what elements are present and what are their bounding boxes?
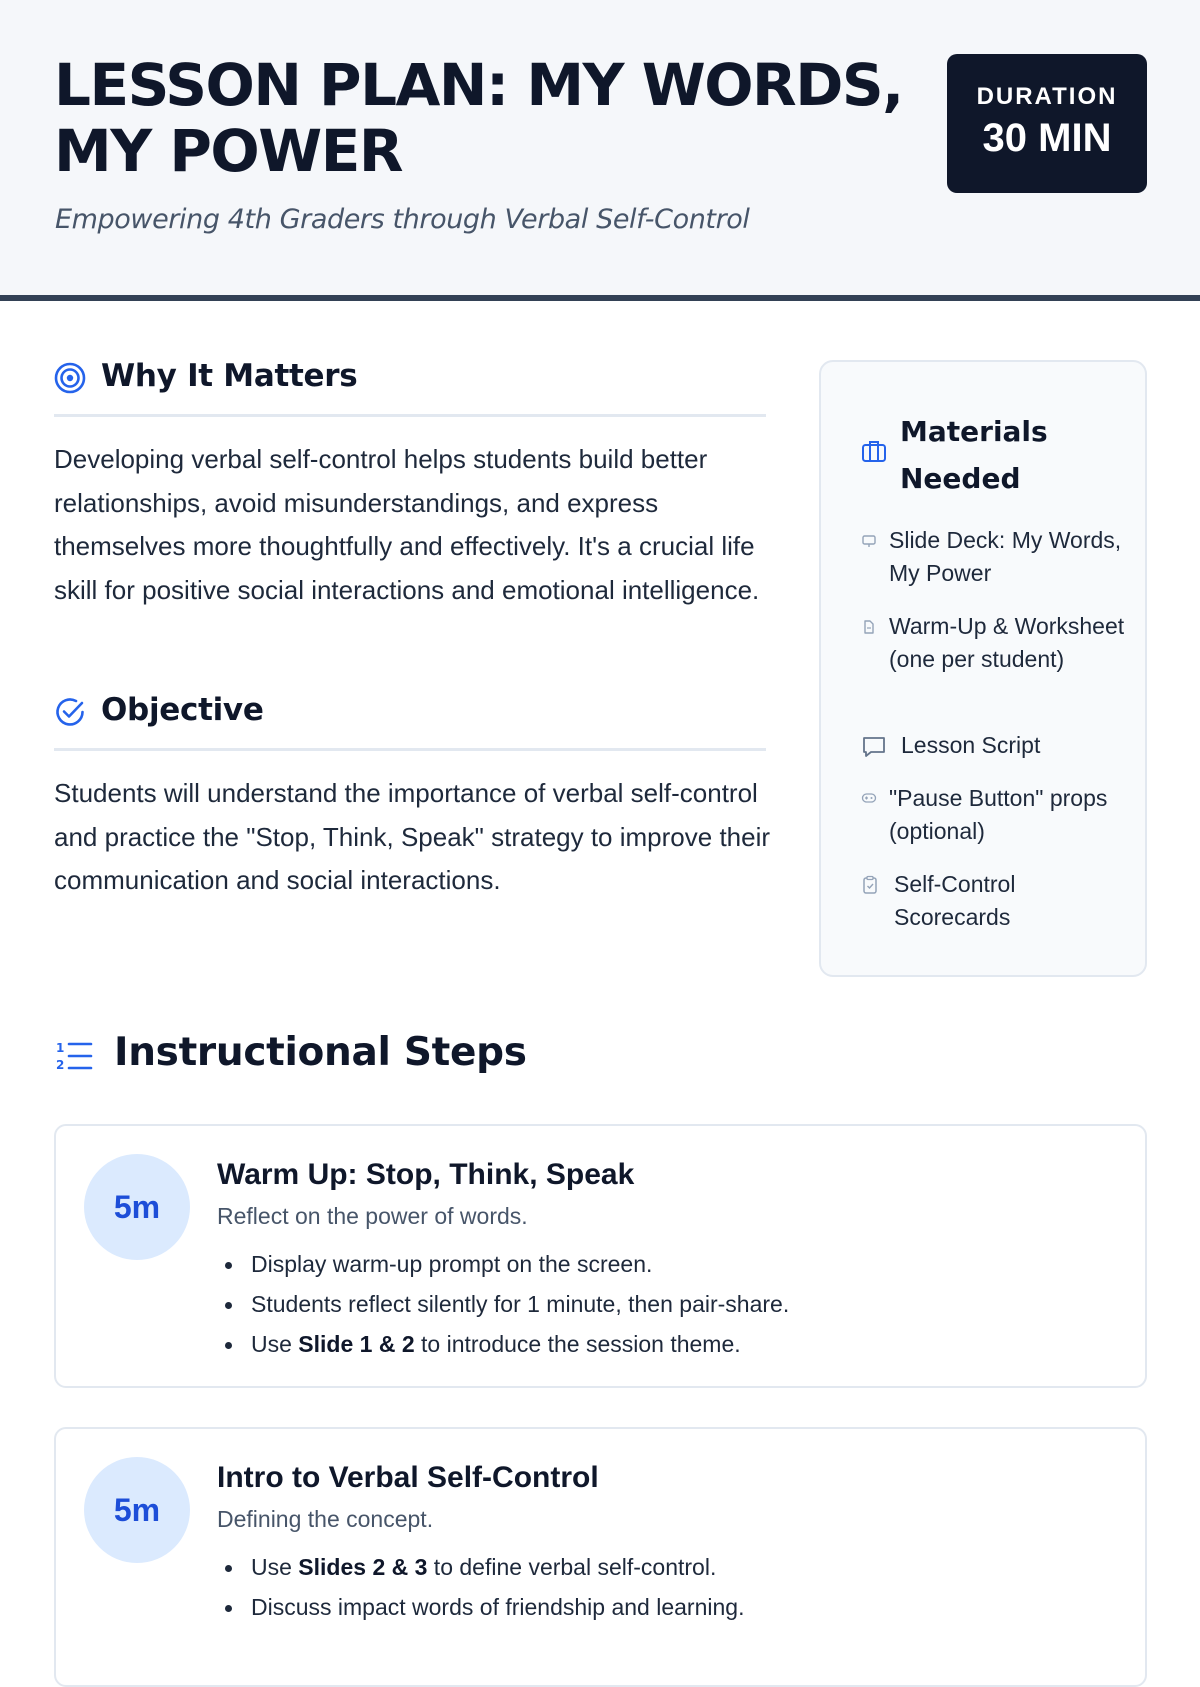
step-card [54,1427,1147,1687]
step-bullet [217,1587,1117,1627]
duration-value: 30 MIN [982,116,1112,160]
step-bullet [217,1547,1117,1587]
material-label: Lesson Script [901,732,1041,758]
document-icon [861,619,879,637]
materials-panel [819,360,1147,977]
objective-text: Students will understand the importance of verbal self-control and practice the "Stop, Think, Speak" strategy to improve their communication and social interactions. [54,778,771,895]
bullet-text: Use [251,1331,299,1357]
step-subtitle: Defining the concept. [217,1506,434,1532]
bullet-text: to introduce the session theme. [414,1331,741,1357]
clipboard-icon [861,875,879,893]
material-label: "Pause Button" props (optional) [889,785,1108,844]
materials-title: Materials Needed [900,415,1048,495]
bullet-bold-text: Slides 2 & 3 [298,1554,428,1580]
bullet-text: to define verbal self-control. [427,1554,717,1580]
section-label: Why It Matters [101,358,358,394]
monitor-icon [861,533,879,551]
step-bullets [217,1244,1117,1364]
bullet-text: Students reflect silently for 1 minute, then pair-share. [251,1291,790,1317]
briefcase-icon [861,438,887,464]
step-subtitle: Reflect on the power of words. [217,1203,528,1229]
step-title: Intro to Verbal Self-Control [217,1461,599,1494]
step-bullet [217,1324,1117,1364]
objective-heading [54,694,766,751]
svg-text:2: 2 [56,1058,65,1072]
step-bullet [217,1284,1117,1324]
material-label: Warm-Up & Worksheet (one per student) [889,613,1125,672]
gamepad-icon [861,790,879,808]
message-icon [861,734,887,760]
bullet-text: Display warm-up prompt on the screen. [251,1251,653,1277]
step-duration-badge: 5m [84,1457,190,1563]
page-subtitle: Empowering 4th Graders through Verbal Self-Control [55,204,750,235]
why-it-matters-heading [54,360,766,417]
duration-label: DURATION [976,83,1118,110]
step-duration-badge: 5m [84,1154,190,1260]
bullet-text: Use [251,1554,299,1580]
step-title: Warm Up: Stop, Think, Speak [217,1158,635,1191]
why-it-matters-text: Developing verbal self-control helps students build better relationships, avoid misunderstandings, and express themselves more thoughtfully and effectively. It's a crucial life skill for positive social interactions and emotional intelligence. [54,444,760,605]
step-card [54,1124,1147,1388]
bullet-bold-text: Slide 1 & 2 [298,1331,415,1357]
svg-text:1: 1 [56,1041,65,1055]
section-label: Objective [101,692,264,728]
duration-badge [947,54,1147,193]
target-icon [54,362,86,394]
ordered-list-icon [55,1039,93,1075]
bullet-text: Discuss impact words of friendship and learning. [251,1594,745,1620]
lesson-header [0,0,1200,301]
step-bullet [217,1244,1117,1284]
material-label: Slide Deck: My Words, My Power [889,527,1122,586]
check-circle-icon [54,696,86,728]
page-title: LESSON PLAN: MY WORDS, MY POWER [54,51,903,185]
step-bullets [217,1547,1117,1627]
material-label: Self-Control Scorecards [894,871,1016,930]
instructional-steps-title: Instructional Steps [114,1030,527,1075]
